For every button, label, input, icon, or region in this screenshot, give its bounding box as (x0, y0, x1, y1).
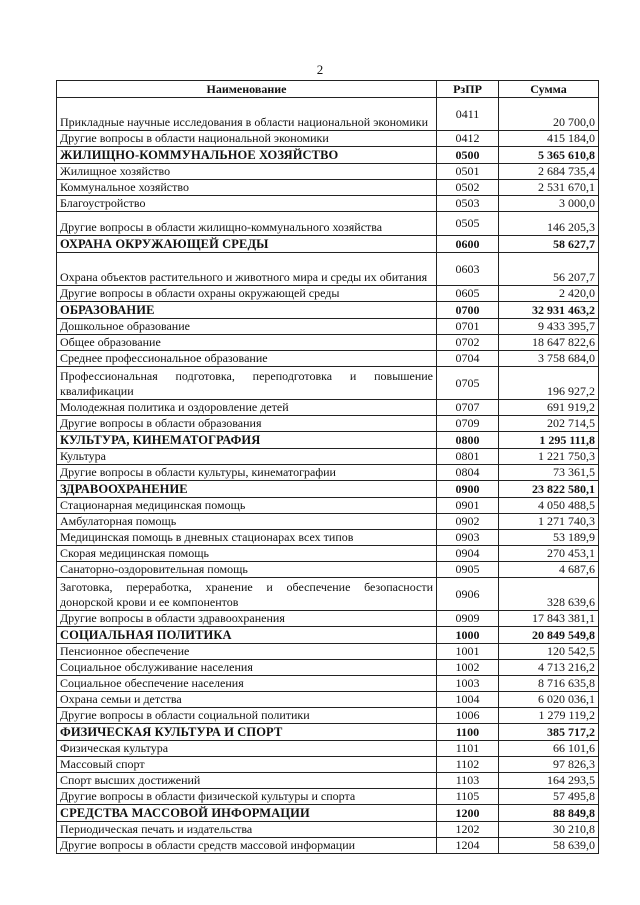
row-code: 0909 (437, 611, 499, 627)
row-name: Коммунальное хозяйство (57, 180, 437, 196)
row-name: Охрана семьи и детства (57, 692, 437, 708)
table-row (57, 367, 599, 400)
row-code: 0700 (437, 302, 499, 319)
row-sum: 691 919,2 (499, 400, 599, 416)
row-name: Периодическая печать и издательства (57, 822, 437, 838)
row-name: СОЦИАЛЬНАЯ ПОЛИТИКА (57, 627, 437, 644)
table-row (57, 253, 599, 286)
row-sum: 30 210,8 (499, 822, 599, 838)
row-sum: 1 279 119,2 (499, 708, 599, 724)
row-sum: 97 826,3 (499, 757, 599, 773)
row-name: Санаторно-оздоровительная помощь (57, 562, 437, 578)
section-row (57, 147, 599, 164)
table-row (57, 212, 599, 236)
row-code: 0903 (437, 530, 499, 546)
row-name: Спорт высших достижений (57, 773, 437, 789)
row-name: ОБРАЗОВАНИЕ (57, 302, 437, 319)
row-sum: 3 758 684,0 (499, 351, 599, 367)
row-sum: 56 207,7 (499, 253, 599, 286)
row-name: ОХРАНА ОКРУЖАЮЩЕЙ СРЕДЫ (57, 236, 437, 253)
row-code: 0709 (437, 416, 499, 432)
row-code: 1105 (437, 789, 499, 805)
section-row (57, 236, 599, 253)
table-row (57, 822, 599, 838)
row-code: 1101 (437, 741, 499, 757)
table-row (57, 757, 599, 773)
table-row (57, 416, 599, 432)
row-code: 1004 (437, 692, 499, 708)
row-name: Массовый спорт (57, 757, 437, 773)
row-name: ЖИЛИЩНО-КОММУНАЛЬНОЕ ХОЗЯЙСТВО (57, 147, 437, 164)
table-row (57, 708, 599, 724)
row-name: Социальное обслуживание населения (57, 660, 437, 676)
row-name: Другие вопросы в области образования (57, 416, 437, 432)
row-sum: 2 420,0 (499, 286, 599, 302)
row-code: 0500 (437, 147, 499, 164)
row-sum: 9 433 395,7 (499, 319, 599, 335)
row-sum: 32 931 463,2 (499, 302, 599, 319)
row-name: Культура (57, 449, 437, 465)
row-name: Амбулаторная помощь (57, 514, 437, 530)
row-name: СРЕДСТВА МАССОВОЙ ИНФОРМАЦИИ (57, 805, 437, 822)
table-row (57, 676, 599, 692)
row-sum: 88 849,8 (499, 805, 599, 822)
row-name: Среднее профессиональное образование (57, 351, 437, 367)
row-code: 0900 (437, 481, 499, 498)
row-code: 0905 (437, 562, 499, 578)
row-sum: 58 639,0 (499, 838, 599, 854)
header-sum: Сумма (499, 81, 599, 98)
row-name: Стационарная медицинская помощь (57, 498, 437, 514)
row-code: 1103 (437, 773, 499, 789)
row-code: 1200 (437, 805, 499, 822)
row-sum: 57 495,8 (499, 789, 599, 805)
table-row (57, 789, 599, 805)
row-name: Другие вопросы в области охраны окружающей среды (57, 286, 437, 302)
row-code: 0906 (437, 578, 499, 611)
row-code: 0600 (437, 236, 499, 253)
row-name: Заготовка, переработка, хранение и обеспечение безопасности донорской крови и ее компонентов (57, 578, 437, 611)
table-row (57, 196, 599, 212)
row-sum: 20 849 549,8 (499, 627, 599, 644)
row-name: Пенсионное обеспечение (57, 644, 437, 660)
table-row (57, 319, 599, 335)
row-code: 0704 (437, 351, 499, 367)
row-code: 1204 (437, 838, 499, 854)
row-code: 1001 (437, 644, 499, 660)
section-row (57, 302, 599, 319)
row-code: 0901 (437, 498, 499, 514)
row-name: Другие вопросы в области культуры, кинематографии (57, 465, 437, 481)
table-row (57, 351, 599, 367)
row-name: Медицинская помощь в дневных стационарах всех типов (57, 530, 437, 546)
table-row (57, 400, 599, 416)
row-sum: 53 189,9 (499, 530, 599, 546)
row-name: Жилищное хозяйство (57, 164, 437, 180)
table-row (57, 335, 599, 351)
table-row (57, 741, 599, 757)
row-code: 1100 (437, 724, 499, 741)
row-sum: 2 531 670,1 (499, 180, 599, 196)
row-sum: 120 542,5 (499, 644, 599, 660)
row-code: 0702 (437, 335, 499, 351)
row-name: Другие вопросы в области средств массовой информации (57, 838, 437, 854)
header-code: РзПР (437, 81, 499, 98)
table-row (57, 286, 599, 302)
row-code: 0412 (437, 131, 499, 147)
row-sum: 270 453,1 (499, 546, 599, 562)
row-code: 1102 (437, 757, 499, 773)
section-row (57, 627, 599, 644)
row-sum: 146 205,3 (499, 212, 599, 236)
row-sum: 164 293,5 (499, 773, 599, 789)
row-code: 0801 (437, 449, 499, 465)
row-sum: 3 000,0 (499, 196, 599, 212)
table-row (57, 164, 599, 180)
row-sum: 73 361,5 (499, 465, 599, 481)
row-sum: 4 687,6 (499, 562, 599, 578)
section-row (57, 724, 599, 741)
table-header-row (57, 81, 599, 98)
table-row (57, 660, 599, 676)
page-number: 2 (316, 62, 324, 77)
row-sum: 196 927,2 (499, 367, 599, 400)
row-sum: 58 627,7 (499, 236, 599, 253)
section-row (57, 481, 599, 498)
row-name: Социальное обеспечение населения (57, 676, 437, 692)
row-sum: 1 221 750,3 (499, 449, 599, 465)
row-code: 0701 (437, 319, 499, 335)
row-sum: 415 184,0 (499, 131, 599, 147)
row-code: 0804 (437, 465, 499, 481)
row-code: 1006 (437, 708, 499, 724)
row-name: Физическая культура (57, 741, 437, 757)
row-code: 0603 (437, 253, 499, 286)
table-row (57, 546, 599, 562)
row-name: Другие вопросы в области национальной экономики (57, 131, 437, 147)
row-sum: 5 365 610,8 (499, 147, 599, 164)
row-name: Благоустройство (57, 196, 437, 212)
table-row (57, 562, 599, 578)
section-row (57, 432, 599, 449)
table-row (57, 98, 599, 131)
row-sum: 20 700,0 (499, 98, 599, 131)
row-name: КУЛЬТУРА, КИНЕМАТОГРАФИЯ (57, 432, 437, 449)
row-sum: 8 716 635,8 (499, 676, 599, 692)
table-row (57, 449, 599, 465)
header-name: Наименование (57, 81, 437, 98)
row-code: 0800 (437, 432, 499, 449)
row-name: Другие вопросы в области здравоохранения (57, 611, 437, 627)
row-sum: 4 050 488,5 (499, 498, 599, 514)
row-code: 1202 (437, 822, 499, 838)
table-row (57, 465, 599, 481)
row-name: Другие вопросы в области физической культуры и спорта (57, 789, 437, 805)
row-sum: 2 684 735,4 (499, 164, 599, 180)
row-code: 0503 (437, 196, 499, 212)
table-row (57, 498, 599, 514)
row-code: 0904 (437, 546, 499, 562)
row-code: 0605 (437, 286, 499, 302)
budget-table (56, 80, 599, 854)
row-name: Другие вопросы в области жилищно-коммунального хозяйства (57, 212, 437, 236)
row-sum: 202 714,5 (499, 416, 599, 432)
row-name: Другие вопросы в области социальной политики (57, 708, 437, 724)
row-name: Молодежная политика и оздоровление детей (57, 400, 437, 416)
row-sum: 23 822 580,1 (499, 481, 599, 498)
row-name: Профессиональная подготовка, переподготовка и повышение квалификации (57, 367, 437, 400)
table-row (57, 514, 599, 530)
row-sum: 1 295 111,8 (499, 432, 599, 449)
table-row (57, 838, 599, 854)
table-row (57, 530, 599, 546)
row-sum: 66 101,6 (499, 741, 599, 757)
row-name: Скорая медицинская помощь (57, 546, 437, 562)
row-code: 0707 (437, 400, 499, 416)
row-sum: 1 271 740,3 (499, 514, 599, 530)
row-name: ЗДРАВООХРАНЕНИЕ (57, 481, 437, 498)
row-sum: 6 020 036,1 (499, 692, 599, 708)
row-name: Общее образование (57, 335, 437, 351)
row-sum: 17 843 381,1 (499, 611, 599, 627)
row-code: 0411 (437, 98, 499, 131)
section-row (57, 805, 599, 822)
row-code: 1000 (437, 627, 499, 644)
table-row (57, 131, 599, 147)
row-code: 0502 (437, 180, 499, 196)
table-row (57, 773, 599, 789)
row-code: 0705 (437, 367, 499, 400)
row-sum: 4 713 216,2 (499, 660, 599, 676)
row-sum: 328 639,6 (499, 578, 599, 611)
table-row (57, 692, 599, 708)
row-sum: 18 647 822,6 (499, 335, 599, 351)
table-row (57, 644, 599, 660)
table-row (57, 180, 599, 196)
row-sum: 385 717,2 (499, 724, 599, 741)
row-name: ФИЗИЧЕСКАЯ КУЛЬТУРА И СПОРТ (57, 724, 437, 741)
row-code: 0501 (437, 164, 499, 180)
row-name: Прикладные научные исследования в области национальной экономики (57, 98, 437, 131)
row-name: Охрана объектов растительного и животного мира и среды их обитания (57, 253, 437, 286)
row-code: 0505 (437, 212, 499, 236)
table-row (57, 611, 599, 627)
row-name: Дошкольное образование (57, 319, 437, 335)
row-code: 0902 (437, 514, 499, 530)
table-body (57, 98, 599, 854)
row-code: 1002 (437, 660, 499, 676)
row-code: 1003 (437, 676, 499, 692)
table-row (57, 578, 599, 611)
